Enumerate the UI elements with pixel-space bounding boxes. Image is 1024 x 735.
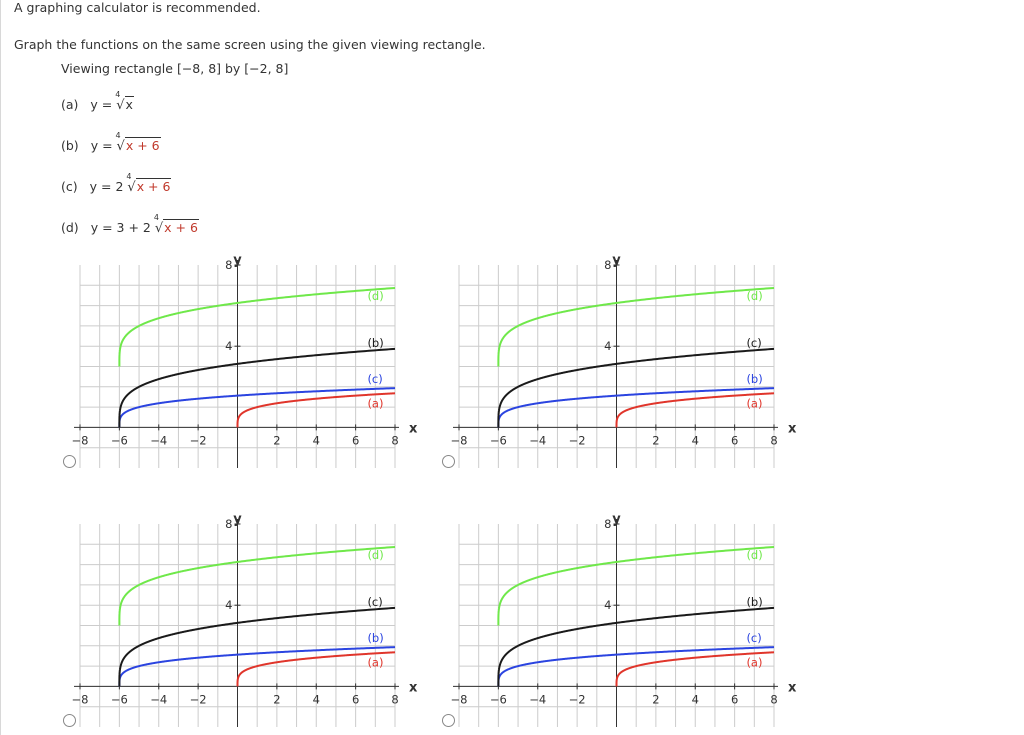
y-tick-label: 8 (604, 258, 612, 272)
y-tick-label: 8 (604, 517, 612, 531)
x-tick-label: −6 (110, 692, 128, 707)
function-item (61, 172, 171, 195)
x-tick-label: −6 (110, 433, 128, 448)
curve-label: (a) (367, 655, 384, 670)
x-tick-label: −8 (450, 692, 468, 707)
option-radio-button[interactable] (63, 455, 76, 468)
curve-label: (b) (746, 372, 763, 387)
x-axis-label: x (788, 421, 797, 437)
answer-option-1[interactable] (70, 250, 418, 475)
option-radio-button[interactable] (442, 714, 455, 727)
x-tick-label: 2 (273, 692, 281, 707)
x-tick-label: 8 (770, 692, 778, 707)
option-radio-button[interactable] (442, 455, 455, 468)
y-tick-label: 4 (604, 598, 612, 613)
x-tick-label: 4 (691, 692, 699, 707)
radical-sign: 4 √x (115, 90, 133, 113)
function-label: (d) (61, 220, 79, 235)
x-tick-label: −4 (150, 433, 168, 448)
x-axis-label: x (788, 680, 797, 696)
x-tick-label: −8 (71, 433, 89, 448)
option-graph (449, 509, 797, 734)
x-tick-label: 8 (391, 692, 399, 707)
intro-text: A graphing calculator is recommended. (14, 0, 261, 15)
x-tick-label: −4 (529, 692, 547, 707)
curve-label: (b) (367, 631, 384, 646)
curve-label: (b) (367, 335, 384, 350)
function-equation (89, 172, 172, 195)
x-tick-label: 8 (770, 433, 778, 448)
radicand: x (125, 97, 133, 112)
function-label: (c) (61, 179, 78, 194)
y-tick-label: 4 (225, 598, 233, 613)
equation-prefix: y = (90, 138, 117, 153)
y-tick-label: 4 (225, 339, 233, 354)
y-tick-label: 8 (225, 517, 233, 531)
function-label: (a) (61, 97, 79, 112)
equation-prefix: y = 2 (89, 179, 128, 194)
radical-sign: 4 √x + 6 (126, 172, 171, 195)
y-tick-label: 4 (604, 339, 612, 354)
x-tick-label: −2 (189, 692, 207, 707)
instruction-text: Graph the functions on the same screen using the given viewing rectangle. (14, 37, 486, 52)
x-tick-label: −2 (568, 692, 586, 707)
x-tick-label: −2 (189, 433, 207, 448)
x-tick-label: −8 (71, 692, 89, 707)
option-graph (70, 250, 418, 475)
x-axis-label: x (409, 421, 418, 437)
option-graph (70, 509, 418, 734)
x-tick-label: 4 (312, 433, 320, 448)
curve-label: (c) (367, 372, 383, 387)
radicand: x + 6 (136, 179, 171, 194)
radical-index: 4 (115, 131, 121, 140)
radicand: x + 6 (125, 138, 160, 153)
curve-label: (d) (746, 547, 763, 562)
x-tick-label: −2 (568, 433, 586, 448)
radical-index: 4 (115, 90, 121, 99)
x-tick-label: −6 (489, 692, 507, 707)
x-tick-label: 8 (391, 433, 399, 448)
x-tick-label: −8 (450, 433, 468, 448)
answer-option-2[interactable] (449, 250, 797, 475)
curve-label: (d) (746, 288, 763, 303)
function-label: (b) (61, 138, 79, 153)
curve-label: (c) (367, 594, 383, 609)
curve-label: (c) (746, 631, 762, 646)
curve-label: (a) (746, 396, 763, 411)
equation-prefix: y = 3 + 2 (90, 220, 155, 235)
function-equation (90, 131, 161, 154)
curve-label: (d) (367, 288, 384, 303)
radical-sign: 4 √x + 6 (153, 213, 198, 236)
option-radio-button[interactable] (63, 714, 76, 727)
x-tick-label: 6 (730, 692, 739, 707)
curve-label: (b) (746, 594, 763, 609)
viewing-rectangle: Viewing rectangle [−8, 8] by [−2, 8] (61, 61, 289, 76)
function-item (61, 213, 199, 236)
x-tick-label: 6 (351, 692, 360, 707)
y-axis-label: y (612, 512, 621, 527)
radical-sign: 4 √x + 6 (115, 131, 160, 154)
x-axis-label: x (409, 680, 418, 696)
x-tick-label: 4 (691, 433, 699, 448)
x-tick-label: 2 (652, 692, 660, 707)
function-equation (90, 213, 199, 236)
x-tick-label: 6 (351, 433, 360, 448)
function-item (61, 131, 161, 154)
x-tick-label: −4 (150, 692, 168, 707)
page-left-border (0, 0, 1, 735)
radicand: x + 6 (164, 220, 198, 235)
y-tick-label: 8 (225, 258, 233, 272)
radical-index: 4 (126, 172, 132, 181)
x-tick-label: 4 (312, 692, 320, 707)
curve-label: (a) (746, 655, 763, 670)
equation-prefix: y = (90, 97, 117, 112)
option-graph (449, 250, 797, 475)
x-tick-label: −6 (489, 433, 507, 448)
radical-index: 4 (153, 213, 159, 222)
curve-label: (c) (746, 335, 762, 350)
y-axis-label: y (233, 512, 242, 527)
function-equation (90, 90, 134, 113)
x-tick-label: −4 (529, 433, 547, 448)
function-item (61, 90, 134, 113)
curve-label: (d) (367, 547, 384, 562)
answer-option-4[interactable] (449, 509, 797, 734)
x-tick-label: 6 (730, 433, 739, 448)
answer-option-3[interactable] (70, 509, 418, 734)
y-axis-label: y (612, 253, 621, 268)
y-axis-label: y (233, 253, 242, 268)
x-tick-label: 2 (652, 433, 660, 448)
curve-label: (a) (367, 396, 384, 411)
x-tick-label: 2 (273, 433, 281, 448)
